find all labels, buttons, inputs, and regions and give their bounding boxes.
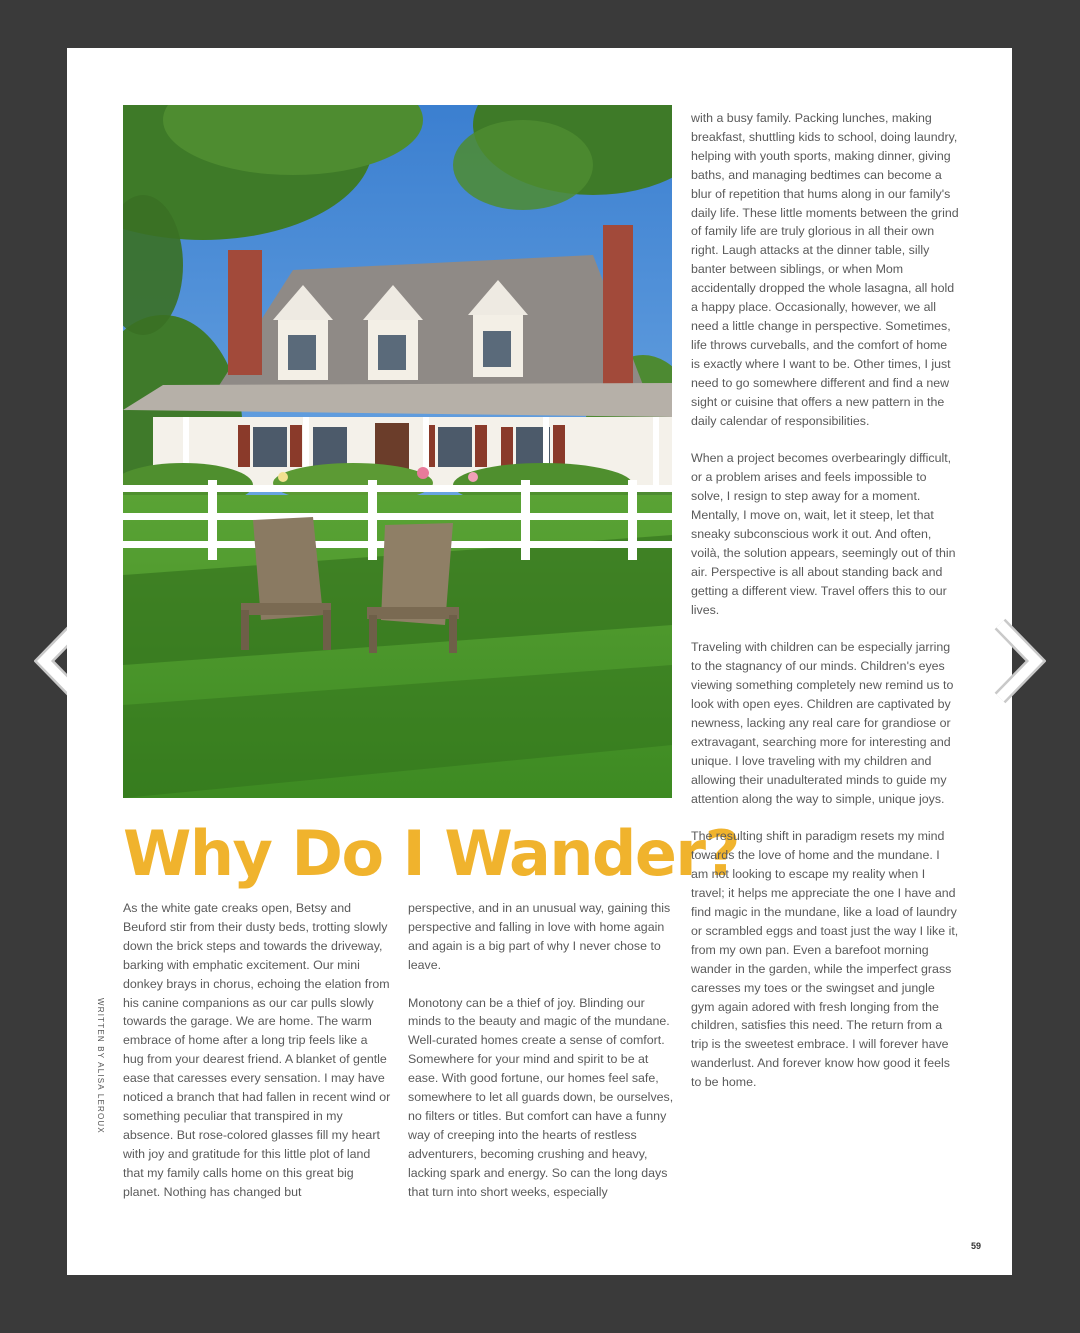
body-paragraph: The resulting shift in paradigm resets my mind towards the love of home and the mundane. I am not looking to escape my reality when I travel; it helps me appreciate the one I have and find magic in the mundane, like a load of laundry or scrambled eggs and toast just the way I like it, from my own pan. Even a barefoot morning wander in the garden, while the imperfect grass caresses my toes or the swingset and jungle gym again adored with fresh longing from the children, satisfies this need. The return from a trip is the sweetest embrace. I will forever have wanderlust. And forever know how good it feels to be home.	[691, 829, 959, 1090]
body-paragraph: perspective, and in an unusual way, gaining this perspective and falling in love with home again and again is a big part of why I never chose to leave.	[408, 901, 671, 972]
body-paragraph: Monotony can be a thief of joy. Blinding our minds to the beauty and magic of the mundane. Well-curated homes create a sense of comfort. Somewhere for your mind and spirit to be at ease. With good fortune, our homes feel safe, somewhere to let all guards down, be ourselves, no filters or titles. But comfort can have a funny way of creeping into the hearts of restless adventurers, becoming crushing and heavy, lacking spark and energy. So can the long days that turn into short weeks, especially	[408, 995, 674, 1199]
author-byline: WRITTEN BY ALISA LEROUX	[96, 998, 105, 1134]
chevron-right-icon	[990, 618, 1046, 704]
body-paragraph: When a project becomes overbearingly difficult, or a problem arises and feels impossible to solve, I resign to step away for a moment. Mentally, I move on, wait, let it steep, let that sneaky subconscious work it out. And often, voilà, the solution appears, seemingly out of thin air. Perspective is all about standing back and getting a different view. Travel offers this to our lives.	[691, 451, 956, 617]
next-page-button[interactable]	[990, 618, 1046, 704]
body-column-1	[123, 899, 391, 1220]
page-number: 59	[971, 1241, 982, 1251]
article-title: Why Do I Wander?	[123, 817, 739, 890]
magazine-page	[67, 48, 1012, 1275]
body-paragraph: Traveling with children can be especially jarring to the stagnancy of our minds. Children's eyes viewing something completely new remind us to look with open eyes. Children are captivated by newness, lacking any real care for grandiose or extravagant, searching more for interesting and unique. I love traveling with my children and allowing their unadulterated minds to guide my attention along the way to simple, unique joys.	[691, 640, 954, 806]
body-paragraph: with a busy family. Packing lunches, making breakfast, shuttling kids to school, doing laundry, helping with youth sports, making dinner, giving baths, and managing bedtimes can become a blur of repetition that hums along in our family's daily life. These little moments between the grind of family life are truly glorious in all their own right. Laugh attacks at the dinner table, silly banter between siblings, or when Mom accidentally dropped the whole lasagna, all hold a happy place. Occasionally, however, we all need a little change in perspective. Sometimes, life throws curveballs, and the comfort of home is exactly where I want to be. Other times, I just need to go somewhere different and find a new sight or cuisine that offers a new pattern in the daily calendar of responsibilities.	[691, 111, 959, 428]
farmhouse-lawn-photo	[123, 105, 672, 798]
body-column-3	[691, 109, 959, 1111]
body-column-2	[408, 899, 676, 1220]
body-paragraph: As the white gate creaks open, Betsy and Beuford stir from their dusty beds, trotting slowly down the brick steps and towards the driveway, barking with emphatic excitement. Our mini donkey brays in chorus, echoing the elation from his canine companions as our car pulls slowly towards the garage. We are home. The warm embrace of home after a long trip feels like a hug from your dearest friend. A blanket of gentle ease that caresses every sensation. I may have noticed a branch that had fallen in recent wind or something peculiar that transpired in my absence. But rose-colored glasses fill my heart with joy and gratitude for this little plot of land that my family calls home on this great big planet. Nothing has changed but	[123, 901, 391, 1199]
